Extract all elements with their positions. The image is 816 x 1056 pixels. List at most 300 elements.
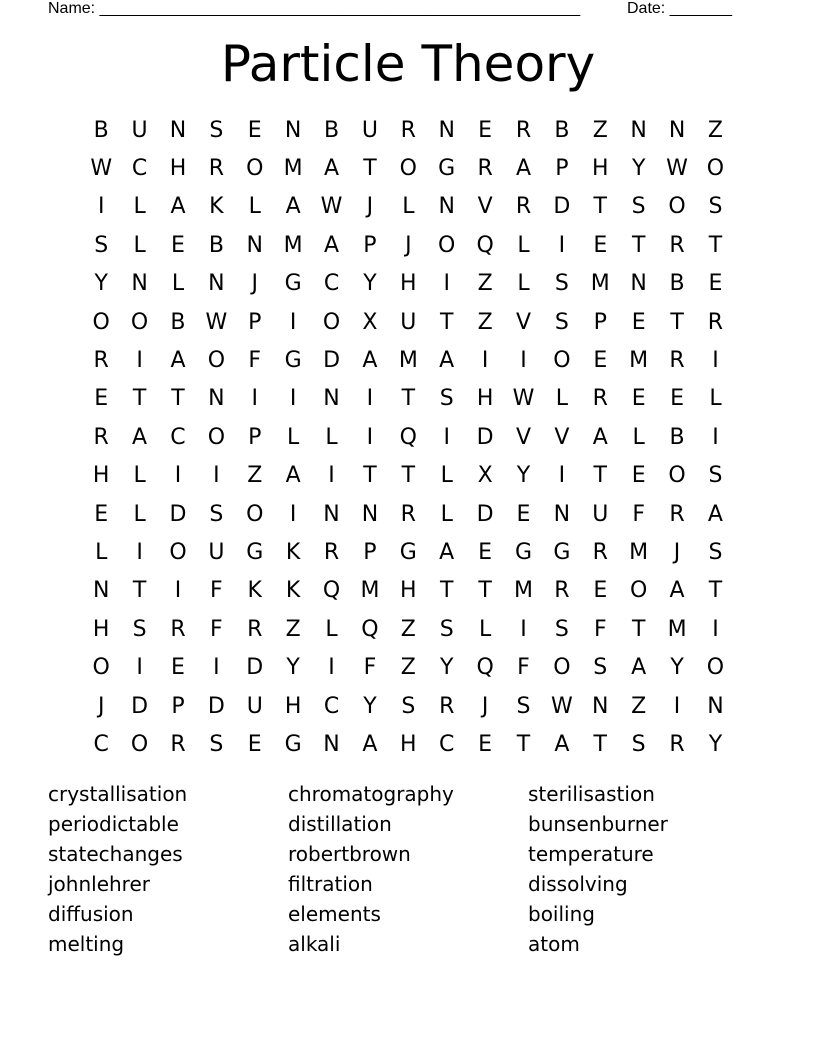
grid-letter: I — [213, 463, 220, 489]
grid-letter: R — [515, 117, 532, 143]
grid-letter: S — [554, 271, 569, 297]
grid-letter: A — [362, 348, 378, 374]
grid-letter: H — [400, 271, 417, 297]
grid-letter: N — [438, 194, 455, 220]
grid-letter: A — [285, 463, 301, 489]
grid-letter: P — [593, 309, 607, 335]
grid-letter: S — [631, 194, 646, 220]
grid-letter: O — [246, 156, 264, 182]
grid-letter: S — [708, 463, 723, 489]
grid-letter: L — [517, 271, 530, 297]
grid-letter: A — [324, 156, 340, 182]
grid-letter: S — [439, 386, 454, 412]
grid-letter: E — [593, 232, 608, 258]
grid-letter: G — [553, 539, 571, 565]
grid-letter: O — [438, 232, 456, 258]
grid-letter: A — [439, 348, 455, 374]
grid-letter: T — [593, 463, 607, 489]
grid-letter: E — [516, 501, 531, 527]
grid-letter: N — [630, 117, 647, 143]
grid-letter: C — [323, 693, 340, 719]
grid-letter: E — [247, 117, 262, 143]
grid-letter: M — [283, 232, 303, 258]
grid-letter: N — [169, 117, 187, 143]
grid-letter: E — [670, 386, 684, 412]
grid-letter: W — [666, 156, 688, 182]
grid-letter: D — [169, 501, 187, 527]
grid-letter: W — [551, 693, 573, 719]
grid-letter: N — [668, 117, 686, 143]
grid-letter: D — [476, 424, 494, 450]
grid-letter: I — [97, 194, 105, 220]
word-list-item: chromatography — [288, 782, 454, 806]
grid-letter: P — [363, 539, 377, 565]
grid-letter: T — [708, 578, 723, 604]
grid-letter: A — [439, 539, 455, 565]
grid-letter: N — [323, 731, 340, 757]
grid-letter: B — [208, 232, 224, 258]
grid-letter: R — [93, 348, 109, 374]
grid-letter: N — [92, 578, 110, 604]
grid-letter: L — [478, 616, 492, 642]
grid-letter: R — [554, 578, 570, 604]
grid-letter: D — [553, 194, 571, 220]
grid-letter: N — [208, 386, 225, 412]
grid-letter: L — [133, 232, 146, 258]
grid-letter: Z — [477, 271, 493, 297]
grid-letter: L — [325, 424, 338, 450]
grid-letter: J — [97, 693, 105, 719]
grid-letter: G — [284, 731, 302, 757]
grid-letter: I — [712, 424, 719, 450]
grid-letter: O — [207, 424, 226, 450]
grid-letter: C — [170, 424, 186, 450]
grid-letter: N — [592, 693, 609, 719]
grid-letter: L — [133, 501, 146, 527]
grid-letter: J — [481, 693, 489, 719]
grid-letter: A — [132, 424, 148, 450]
grid-letter: P — [248, 424, 262, 450]
grid-letter: M — [629, 539, 649, 565]
grid-letter: N — [361, 501, 379, 527]
grid-letter: R — [400, 501, 416, 527]
grid-letter: S — [631, 731, 646, 757]
grid-letter: T — [631, 232, 646, 258]
grid-letter: Y — [439, 655, 454, 681]
grid-letter: O — [207, 348, 226, 374]
grid-letter: A — [631, 655, 647, 681]
grid-letter: L — [287, 424, 300, 450]
grid-letter: D — [131, 693, 149, 719]
grid-letter: M — [398, 348, 418, 374]
grid-letter: S — [439, 616, 454, 642]
grid-letter: I — [558, 232, 566, 258]
word-list-item: temperature — [528, 842, 654, 866]
grid-letter: S — [708, 194, 723, 220]
grid-letter: I — [443, 271, 450, 297]
grid-letter: A — [362, 731, 378, 757]
grid-letter: L — [555, 386, 569, 412]
grid-letter: I — [174, 463, 182, 489]
grid-letter: R — [669, 501, 685, 527]
word-list-item: melting — [48, 932, 125, 956]
grid-letter: K — [285, 578, 301, 604]
grid-letter: Z — [247, 463, 263, 489]
grid-letter: I — [136, 539, 143, 565]
grid-letter: W — [90, 156, 113, 182]
grid-letter: C — [131, 156, 148, 182]
grid-letter: E — [171, 232, 185, 258]
grid-letter: E — [94, 386, 109, 412]
word-list — [48, 779, 768, 959]
grid-letter: Y — [363, 693, 377, 719]
grid-letter: O — [246, 501, 264, 527]
grid-letter: M — [514, 578, 533, 604]
grid-letter: T — [363, 156, 377, 182]
grid-letter: B — [669, 271, 685, 297]
grid-letter: Z — [631, 693, 647, 719]
grid-letter: O — [169, 539, 187, 565]
word-list-item: bunsenburner — [528, 812, 668, 836]
grid-letter: N — [553, 501, 571, 527]
word-list-item: diffusion — [48, 902, 134, 926]
grid-letter: K — [209, 194, 224, 220]
grid-letter: M — [629, 348, 649, 374]
name-line: Name: ______________________________________________________ — [48, 0, 581, 17]
grid-letter: R — [400, 117, 416, 143]
grid-letter: N — [438, 117, 455, 143]
grid-letter: E — [478, 117, 493, 143]
grid-letter: Z — [400, 655, 416, 681]
grid-letter: I — [712, 616, 719, 642]
grid-letter: U — [246, 693, 263, 719]
word-list-item: distillation — [288, 812, 392, 836]
grid-letter: A — [707, 501, 723, 527]
grid-letter: Q — [399, 424, 417, 450]
grid-letter: Z — [400, 616, 416, 642]
grid-letter: T — [708, 232, 723, 258]
grid-letter: Y — [631, 156, 646, 182]
grid-letter: H — [284, 693, 302, 719]
grid-letter: R — [592, 539, 608, 565]
grid-letter: F — [210, 578, 223, 604]
grid-letter: R — [170, 731, 186, 757]
grid-letter: R — [323, 539, 340, 565]
grid-letter: V — [554, 424, 570, 450]
grid-letter: K — [247, 578, 262, 604]
grid-letter: T — [132, 578, 147, 604]
grid-letter: D — [207, 693, 225, 719]
grid-letter: N — [323, 501, 340, 527]
grid-letter: P — [171, 693, 185, 719]
word-list-item: filtration — [288, 872, 373, 896]
grid-letter: F — [517, 655, 530, 681]
grid-letter: U — [131, 117, 148, 143]
grid-letter: E — [593, 578, 608, 604]
grid-letter: X — [362, 309, 378, 335]
grid-letter: T — [631, 616, 646, 642]
grid-letter: M — [360, 578, 380, 604]
grid-letter: O — [706, 156, 725, 182]
grid-letter: Q — [322, 578, 341, 604]
grid-letter: G — [438, 156, 456, 182]
grid-letter: E — [631, 386, 646, 412]
grid-letter: V — [515, 424, 532, 450]
word-list-item: elements — [288, 902, 381, 926]
date-line: Date: _______ — [627, 0, 732, 17]
grid-letter: R — [515, 194, 532, 220]
grid-letter: I — [136, 655, 143, 681]
grid-letter: I — [520, 348, 527, 374]
grid-letter: Y — [516, 463, 531, 489]
grid-letter: W — [512, 386, 535, 412]
grid-letter: I — [213, 655, 220, 681]
grid-letter: O — [130, 309, 149, 335]
grid-letter: Q — [361, 616, 379, 642]
grid-letter: E — [478, 539, 493, 565]
grid-letter: O — [130, 731, 149, 757]
grid-letter: S — [132, 616, 147, 642]
grid-letter: L — [325, 616, 338, 642]
grid-letter: E — [171, 655, 185, 681]
grid-letter: O — [322, 309, 341, 335]
grid-letter: F — [632, 501, 645, 527]
grid-letter: A — [285, 194, 301, 220]
grid-letter: S — [209, 731, 224, 757]
grid-letter: T — [593, 731, 607, 757]
grid-letter: G — [399, 539, 417, 565]
grid-letter: T — [439, 578, 454, 604]
grid-letter: C — [323, 271, 340, 297]
grid-letter: L — [133, 463, 146, 489]
grid-letter: A — [592, 424, 608, 450]
grid-letter: L — [632, 424, 645, 450]
grid-letter: S — [554, 309, 569, 335]
grid-letter: R — [669, 731, 685, 757]
grid-letter: U — [400, 309, 417, 335]
grid-letter: M — [283, 156, 303, 182]
grid-letter: V — [515, 309, 532, 335]
grid-letter: L — [709, 386, 722, 412]
grid-letter: I — [520, 616, 527, 642]
grid-letter: K — [285, 539, 301, 565]
word-list-item: sterilisastion — [528, 782, 655, 806]
grid-letter: G — [284, 348, 302, 374]
grid-letter: N — [707, 693, 724, 719]
grid-letter: T — [516, 731, 531, 757]
grid-letter: Q — [476, 232, 494, 258]
grid-letter: Y — [670, 655, 684, 681]
grid-letter: I — [328, 463, 335, 489]
grid-letter: R — [93, 424, 109, 450]
grid-letter: I — [328, 655, 335, 681]
grid-letter: F — [593, 616, 607, 642]
grid-letter: S — [516, 693, 531, 719]
grid-letter: E — [478, 731, 493, 757]
grid-letter: L — [95, 539, 108, 565]
grid-letter: R — [592, 386, 608, 412]
grid-letter: I — [251, 386, 258, 412]
grid-letter: E — [631, 463, 646, 489]
grid-letter: J — [366, 194, 374, 220]
grid-letter: F — [210, 616, 223, 642]
grid-letter: A — [324, 232, 340, 258]
grid-letter: L — [440, 501, 453, 527]
grid-letter: M — [667, 616, 687, 642]
grid-letter: C — [439, 731, 455, 757]
grid-letter: Z — [592, 117, 608, 143]
grid-letter: O — [706, 655, 725, 681]
grid-letter: B — [170, 309, 186, 335]
grid-letter: S — [708, 539, 723, 565]
grid-letter: B — [554, 117, 570, 143]
grid-letter: Z — [285, 616, 301, 642]
grid-letter: U — [208, 539, 225, 565]
grid-letter: E — [631, 309, 646, 335]
word-list-item: dissolving — [528, 872, 628, 896]
grid-letter: L — [171, 271, 185, 297]
grid-letter: H — [169, 156, 187, 182]
grid-letter: E — [247, 731, 262, 757]
grid-letter: G — [284, 271, 302, 297]
grid-letter: E — [708, 271, 723, 297]
page-title: Particle Theory — [220, 35, 596, 93]
grid-letter: N — [284, 117, 302, 143]
grid-letter: J — [673, 539, 681, 565]
grid-letter: S — [593, 655, 608, 681]
grid-letter: I — [136, 348, 143, 374]
grid-letter: R — [669, 232, 685, 258]
grid-letter: Y — [94, 271, 108, 297]
grid-letter: P — [248, 309, 262, 335]
word-list-item: periodictable — [48, 812, 179, 836]
grid-letter: N — [630, 271, 647, 297]
grid-letter: G — [246, 539, 264, 565]
grid-letter: O — [668, 463, 686, 489]
grid-letter: Y — [363, 271, 377, 297]
word-list-item: johnlehrer — [48, 872, 150, 896]
grid-letter: N — [323, 386, 340, 412]
word-list-item: atom — [528, 932, 580, 956]
word-list-item: statechanges — [48, 842, 183, 866]
word-list-item: crystallisation — [48, 782, 188, 806]
grid-letter: S — [209, 501, 224, 527]
grid-letter: J — [405, 232, 412, 258]
grid-letter: Y — [708, 731, 723, 757]
grid-letter: I — [558, 463, 566, 489]
grid-letter: T — [593, 194, 607, 220]
grid-letter: O — [553, 348, 571, 374]
grid-letter: T — [363, 463, 377, 489]
grid-letter: C — [93, 731, 109, 757]
grid-letter: N — [131, 271, 148, 297]
grid-letter: D — [246, 655, 264, 681]
grid-letter: R — [439, 693, 455, 719]
letter-grid — [82, 111, 735, 764]
grid-letter: S — [209, 117, 224, 143]
grid-letter: I — [366, 424, 374, 450]
word-list-item: boiling — [528, 902, 595, 926]
grid-letter: R — [477, 156, 493, 182]
grid-letter: I — [289, 501, 297, 527]
grid-letter: B — [323, 117, 340, 143]
grid-letter: O — [92, 309, 110, 335]
grid-letter: Y — [286, 655, 300, 681]
grid-letter: A — [515, 156, 532, 182]
grid-letter: O — [92, 655, 110, 681]
grid-letter: F — [363, 655, 377, 681]
grid-letter: T — [171, 386, 185, 412]
grid-letter: P — [555, 156, 569, 182]
grid-letter: I — [366, 386, 374, 412]
grid-letter: H — [400, 578, 417, 604]
grid-letter: Z — [707, 117, 723, 143]
grid-letter: P — [363, 232, 377, 258]
grid-letter: L — [133, 194, 146, 220]
grid-letter: S — [401, 693, 416, 719]
grid-letter: I — [673, 693, 681, 719]
grid-letter: L — [440, 463, 453, 489]
grid-letter: O — [668, 194, 686, 220]
grid-letter: D — [323, 348, 341, 374]
grid-letter: B — [669, 424, 685, 450]
grid-letter: L — [517, 232, 530, 258]
grid-letter: R — [247, 616, 263, 642]
grid-letter: Z — [477, 309, 493, 335]
grid-letter: W — [205, 309, 228, 335]
grid-letter: U — [592, 501, 609, 527]
grid-letter: E — [593, 348, 608, 374]
grid-letter: I — [289, 309, 297, 335]
grid-letter: R — [669, 348, 685, 374]
grid-letter: X — [477, 463, 493, 489]
grid-letter: V — [477, 194, 493, 220]
grid-letter: B — [93, 117, 109, 143]
grid-letter: T — [478, 578, 492, 604]
grid-letter: U — [361, 117, 378, 143]
grid-letter: O — [630, 578, 648, 604]
grid-letter: R — [208, 156, 225, 182]
grid-letter: T — [401, 386, 416, 412]
grid-letter: N — [208, 271, 225, 297]
grid-letter: D — [476, 501, 494, 527]
grid-letter: E — [94, 501, 109, 527]
grid-letter: A — [669, 578, 685, 604]
grid-letter: O — [553, 655, 571, 681]
grid-letter: N — [246, 232, 263, 258]
grid-letter: O — [399, 156, 417, 182]
grid-letter: G — [514, 539, 533, 565]
word-list-item: robertbrown — [288, 842, 411, 866]
word-list-item: alkali — [288, 932, 341, 956]
grid-letter: H — [592, 156, 609, 182]
grid-letter: R — [707, 309, 724, 335]
grid-letter: J — [251, 271, 258, 297]
grid-letter: M — [590, 271, 610, 297]
grid-letter: T — [132, 386, 147, 412]
grid-letter: T — [670, 309, 684, 335]
grid-letter: H — [400, 731, 417, 757]
grid-letter: H — [92, 616, 110, 642]
grid-letter: I — [289, 386, 297, 412]
grid-letter: T — [439, 309, 454, 335]
grid-letter: I — [712, 348, 719, 374]
grid-letter: A — [170, 348, 186, 374]
grid-letter: A — [170, 194, 186, 220]
grid-letter: I — [443, 424, 450, 450]
grid-letter: S — [94, 232, 109, 258]
grid-letter: L — [248, 194, 261, 220]
